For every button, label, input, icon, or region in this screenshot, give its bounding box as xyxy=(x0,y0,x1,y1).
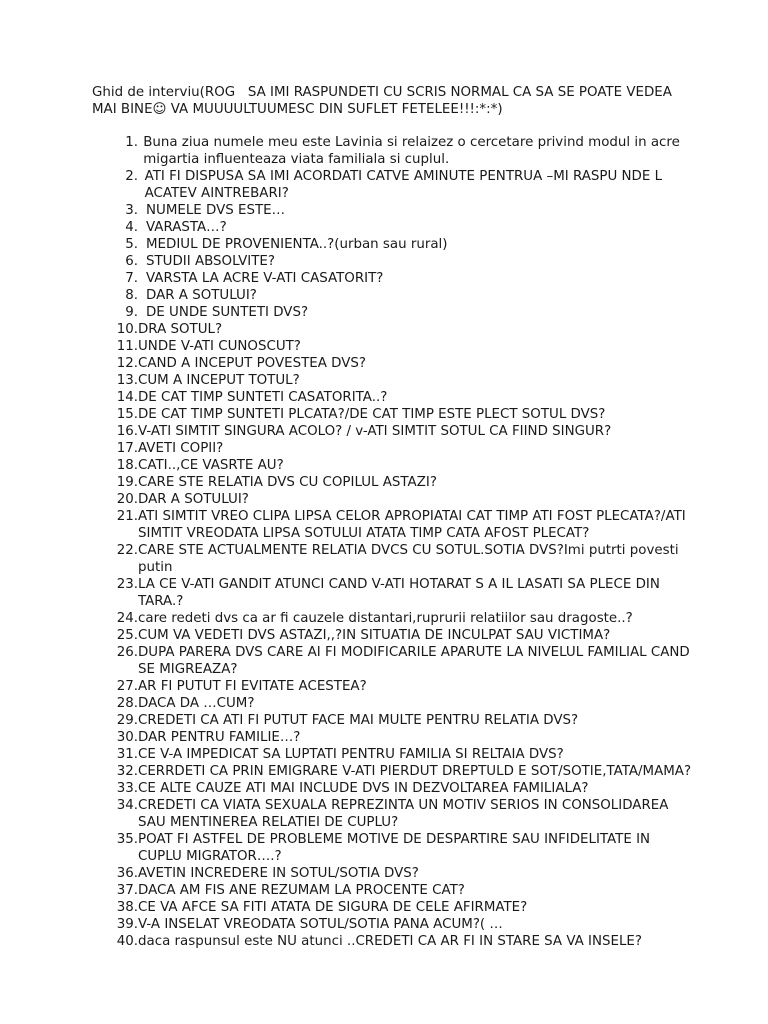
question-text: CATI..,CE VASRTE AU? xyxy=(138,458,284,473)
question-text: CAND A INCEPUT POVESTEA DVS? xyxy=(138,356,367,371)
question-number: 8. xyxy=(125,288,138,303)
number-gap xyxy=(138,287,146,304)
question-text: DAR A SOTULUI? xyxy=(138,492,249,507)
question-item xyxy=(92,338,692,355)
question-number: 16. xyxy=(116,424,138,439)
question-item xyxy=(92,610,692,627)
question-text: CUM VA VEDETI DVS ASTAZI,,?IN SITUATIA DE INCULPAT SAU VICTIMA? xyxy=(138,628,611,643)
question-text: AVETIN INCREDERE IN SOTUL/SOTIA DVS? xyxy=(138,866,419,881)
question-number: 12. xyxy=(116,356,138,371)
number-gap xyxy=(138,236,146,253)
question-item xyxy=(92,882,692,899)
question-text: CERRDETI CA PRIN EMIGRARE V-ATI PIERDUT DREPTULD E SOT/SOTIE,TATA/MAMA? xyxy=(138,764,692,779)
question-number: 2. xyxy=(125,169,138,184)
question-text: DACA AM FIS ANE REZUMAM LA PROCENTE CAT? xyxy=(138,883,465,898)
question-text: UNDE V-ATI CUNOSCUT? xyxy=(138,339,301,354)
question-text: DE CAT TIMP SUNTETI PLCATA?/DE CAT TIMP ESTE PLECT SOTUL DVS? xyxy=(138,407,606,422)
question-item xyxy=(92,491,692,508)
question-item xyxy=(92,780,692,797)
question-text: ATI SIMTIT VREO CLIPA LIPSA CELOR APROPIATAI CAT TIMP ATI FOST PLECATA?/ATI SIMTIT VREODATA LIPSA SOTULUI ATATA TIMP CATA AFOST PLECAT? xyxy=(138,509,686,541)
question-number: 6. xyxy=(125,254,138,269)
question-item xyxy=(92,202,692,219)
question-item xyxy=(92,372,692,389)
question-number: 27. xyxy=(116,679,138,694)
question-text: care redeti dvs ca ar fi cauzele distantari,ruprurii relatiilor sau dragoste..? xyxy=(138,611,633,626)
question-item xyxy=(92,219,692,236)
question-text: CE ALTE CAUZE ATI MAI INCLUDE DVS IN DEZVOLTAREA FAMILIALA? xyxy=(138,781,589,796)
number-gap xyxy=(138,202,146,219)
question-item xyxy=(92,933,692,950)
question-number: 32. xyxy=(116,764,138,779)
question-number: 1. xyxy=(125,135,138,150)
question-text: AR FI PUTUT FI EVITATE ACESTEA? xyxy=(138,679,367,694)
question-item xyxy=(92,457,692,474)
question-number: 11. xyxy=(116,339,138,354)
question-number: 33. xyxy=(116,781,138,796)
question-text: ATI FI DISPUSA SA IMI ACORDATI CATVE AMINUTE PENTRUA –MI RASPU NDE L ACATEV AINTREBARI? xyxy=(144,169,663,201)
question-text: CE V-A IMPEDICAT SA LUPTATI PENTRU FAMILIA SI RELTAIA DVS? xyxy=(138,747,564,762)
question-text: V-A INSELAT VREODATA SOTUL/SOTIA PANA ACUM?( … xyxy=(138,917,503,932)
question-number: 25. xyxy=(116,628,138,643)
question-item xyxy=(92,627,692,644)
question-number: 14. xyxy=(116,390,138,405)
question-number: 17. xyxy=(116,441,138,456)
question-text: DAR A SOTULUI? xyxy=(146,288,257,303)
question-item xyxy=(92,389,692,406)
question-item xyxy=(92,542,692,576)
question-item xyxy=(92,729,692,746)
question-text: V-ATI SIMTIT SINGURA ACOLO? / v-ATI SIMTIT SOTUL CA FIIND SINGUR? xyxy=(138,424,612,439)
question-number: 40. xyxy=(116,934,138,949)
document-heading: Ghid de interviu(ROG SA IMI RASPUNDETI CU SCRIS NORMAL CA SA SE POATE VEDEA MAI BINE☺ VA MUUUULTUUMESC DIN SUFLET FETELEE!!!:*:*) xyxy=(92,85,677,117)
number-gap xyxy=(138,219,146,236)
question-text: DE UNDE SUNTETI DVS? xyxy=(146,305,309,320)
question-item xyxy=(92,508,692,542)
question-item xyxy=(92,168,692,202)
question-text: CE VA AFCE SA FITI ATATA DE SIGURA DE CELE AFIRMATE? xyxy=(138,900,528,915)
question-text: CREDETI CA ATI FI PUTUT FACE MAI MULTE PENTRU RELATIA DVS? xyxy=(138,713,579,728)
question-number: 9. xyxy=(125,305,138,320)
question-item xyxy=(92,644,692,678)
question-text: Buna ziua numele meu este Lavinia si relaizez o cercetare privind modul in acre migartia influenteaza viata familiala si cuplul. xyxy=(143,135,680,167)
question-number: 35. xyxy=(116,832,138,847)
question-text: CUM A INCEPUT TOTUL? xyxy=(138,373,300,388)
question-item xyxy=(92,236,692,253)
question-item xyxy=(92,270,692,287)
question-number: 3. xyxy=(125,203,138,218)
question-text: CREDETI CA VIATA SEXUALA REPREZINTA UN MOTIV SERIOS IN CONSOLIDAREA SAU MENTINEREA RELATIEI DE CUPLU? xyxy=(138,798,669,830)
question-number: 20. xyxy=(116,492,138,507)
question-text: MEDIUL DE PROVENIENTA..?(urban sau rural) xyxy=(146,237,448,252)
number-gap xyxy=(138,304,146,321)
question-number: 22. xyxy=(116,543,138,558)
question-text: DUPA PARERA DVS CARE AI FI MODIFICARILE APARUTE LA NIVELUL FAMILIAL CAND SE MIGREAZA? xyxy=(138,645,690,677)
question-item xyxy=(92,831,692,865)
question-text: daca raspunsul este NU atunci ..CREDETI CA AR FI IN STARE SA VA INSELE? xyxy=(138,934,642,949)
question-text: POAT FI ASTFEL DE PROBLEME MOTIVE DE DESPARTIRE SAU INFIDELITATE IN CUPLU MIGRATOR….? xyxy=(138,832,651,864)
question-item xyxy=(92,678,692,695)
question-number: 21. xyxy=(116,509,138,524)
question-item xyxy=(92,355,692,372)
question-number: 23. xyxy=(116,577,138,592)
question-number: 38. xyxy=(116,900,138,915)
question-text: NUMELE DVS ESTE… xyxy=(146,203,285,218)
question-number: 4. xyxy=(125,220,138,235)
question-item xyxy=(92,253,692,270)
question-text: LA CE V-ATI GANDIT ATUNCI CAND V-ATI HOTARAT S A IL LASATI SA PLECE DIN TARA.? xyxy=(138,577,660,609)
question-item xyxy=(92,287,692,304)
question-number: 26. xyxy=(116,645,138,660)
question-number: 29. xyxy=(116,713,138,728)
question-text: VARASTA…? xyxy=(146,220,227,235)
question-item xyxy=(92,304,692,321)
question-number: 37. xyxy=(116,883,138,898)
question-number: 31. xyxy=(116,747,138,762)
number-gap xyxy=(138,270,146,287)
question-number: 13. xyxy=(116,373,138,388)
question-number: 24. xyxy=(116,611,138,626)
question-number: 15. xyxy=(116,407,138,422)
question-text: VARSTA LA ACRE V-ATI CASATORIT? xyxy=(146,271,384,286)
question-text: AVETI COPII? xyxy=(138,441,224,456)
question-item xyxy=(92,865,692,882)
question-list xyxy=(92,134,692,950)
number-gap xyxy=(138,168,145,202)
question-item xyxy=(92,712,692,729)
question-number: 36. xyxy=(116,866,138,881)
question-item xyxy=(92,440,692,457)
question-number: 18. xyxy=(116,458,138,473)
question-text: STUDII ABSOLVITE? xyxy=(146,254,275,269)
question-number: 34. xyxy=(116,798,138,813)
question-text: DRA SOTUL? xyxy=(138,322,223,337)
number-gap xyxy=(138,253,146,270)
question-text: CARE STE RELATIA DVS CU COPILUL ASTAZI? xyxy=(138,475,437,490)
question-number: 7. xyxy=(125,271,138,286)
question-text: DACA DA …CUM? xyxy=(138,696,255,711)
question-item xyxy=(92,916,692,933)
question-item xyxy=(92,406,692,423)
question-item xyxy=(92,899,692,916)
question-number: 30. xyxy=(116,730,138,745)
question-item xyxy=(92,797,692,831)
question-item xyxy=(92,746,692,763)
question-item xyxy=(92,474,692,491)
question-item xyxy=(92,763,692,780)
question-item xyxy=(92,423,692,440)
question-number: 28. xyxy=(116,696,138,711)
question-item xyxy=(92,321,692,338)
question-number: 5. xyxy=(125,237,138,252)
question-number: 10. xyxy=(116,322,138,337)
question-text: DAR PENTRU FAMILIE…? xyxy=(138,730,301,745)
question-item xyxy=(92,134,692,168)
question-number: 19. xyxy=(116,475,138,490)
question-text: CARE STE ACTUALMENTE RELATIA DVCS CU SOTUL.SOTIA DVS?Imi putrti povesti putin xyxy=(138,543,679,575)
question-item xyxy=(92,576,692,610)
question-number: 39. xyxy=(116,917,138,932)
question-text: DE CAT TIMP SUNTETI CASATORITA..? xyxy=(138,390,388,405)
question-item xyxy=(92,695,692,712)
